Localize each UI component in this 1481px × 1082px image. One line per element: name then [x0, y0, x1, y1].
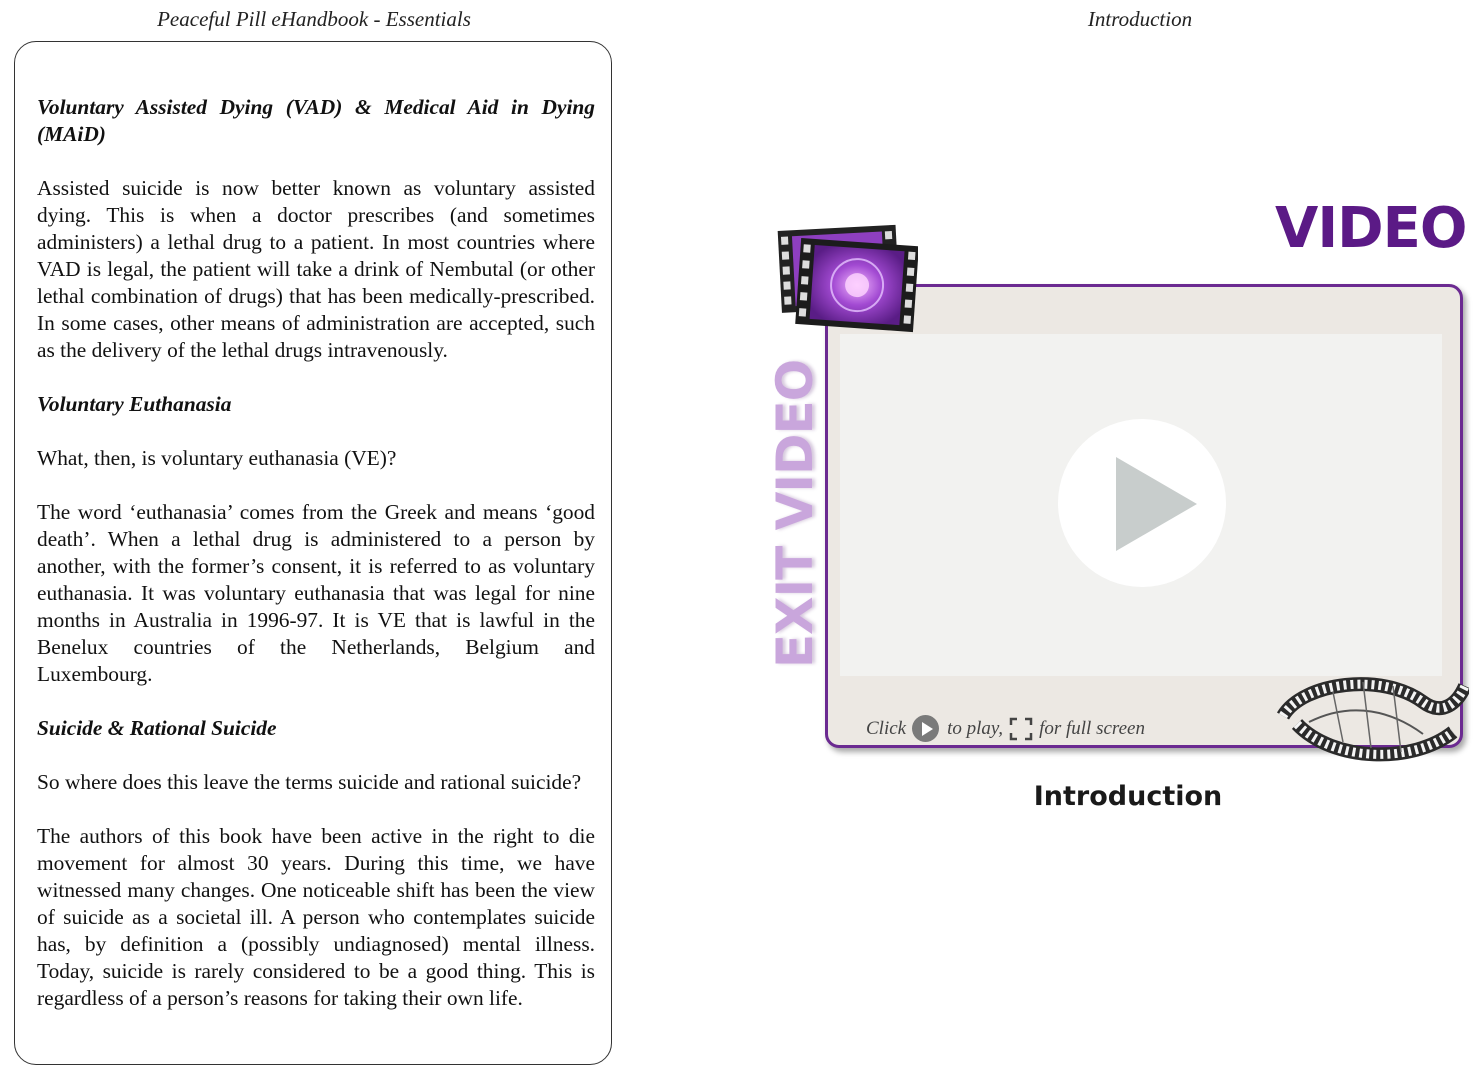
running-head-right: Introduction: [1087, 7, 1193, 31]
film-reel-icon: [1273, 672, 1469, 764]
video-screen[interactable]: [840, 334, 1442, 676]
heading-vad: Voluntary Assisted Dying (VAD) & Medical Aid in Dying (MAiD): [37, 95, 595, 146]
hint-full-screen-text: for full screen: [1039, 717, 1145, 739]
paragraph-vad: Assisted suicide is now better known as voluntary assisted dying. This is when a doctor prescribes (and sometimes administers) a lethal drug to a patient. In most countries where VAD is legal, the patient will take a drink of Nembutal (or other lethal combination of drugs) that has been medically-prescribed. In some cases, other means of administration are accepted, such as the delivery of the lethal drugs intravenously.: [37, 176, 595, 362]
paragraph-ve-question: What, then, is voluntary euthanasia (VE)?: [37, 446, 397, 470]
text-panel: [14, 41, 612, 1065]
play-icon: [1116, 457, 1197, 551]
hint-to-play-text: to play,: [947, 717, 1004, 739]
running-head-left: Peaceful Pill eHandbook - Essentials: [157, 7, 471, 31]
paragraph-suicide: The authors of this book have been active in the right to die movement for almost 30 years. During this time, we have witnessed many changes. One noticeable shift has been the view of suicide as a societal ill. A person who contemplates suicide has, by definition a (possibly undiagnosed) mental illness. Today, suicide is rarely considered to be a good thing. This is regardless of a person’s reasons for taking their own life.: [37, 824, 595, 1010]
paragraph-ve: The word ‘euthanasia’ comes from the Greek and means ‘good death’. When a lethal drug is administered to a person by another, with the former’s consent, it is referred to as voluntary euthanasia. It was voluntary euthanasia that was legal for nine months in Australia in 1996-97. It is VE that is lawful in the Benelux countries of the Netherlands, Belgium and Luxembourg.: [37, 500, 595, 686]
player-hint: [866, 715, 1145, 742]
paragraph-suicide-question: So where does this leave the terms suicide and rational suicide?: [37, 770, 582, 794]
exit-video-button[interactable]: [766, 345, 824, 683]
video-heading: VIDEO: [1275, 196, 1467, 261]
film-strip-icon: [776, 224, 918, 336]
play-icon: [912, 715, 939, 742]
play-button[interactable]: [1058, 419, 1226, 587]
fullscreen-icon: [1009, 717, 1033, 741]
heading-voluntary-euthanasia: Voluntary Euthanasia: [37, 392, 232, 416]
exit-video-label: EXIT VIDEO: [766, 359, 824, 669]
article-body: [37, 94, 595, 1039]
video-caption: Introduction: [1033, 781, 1223, 812]
heading-suicide: Suicide & Rational Suicide: [37, 716, 277, 740]
hint-click-text: Click: [866, 717, 907, 739]
